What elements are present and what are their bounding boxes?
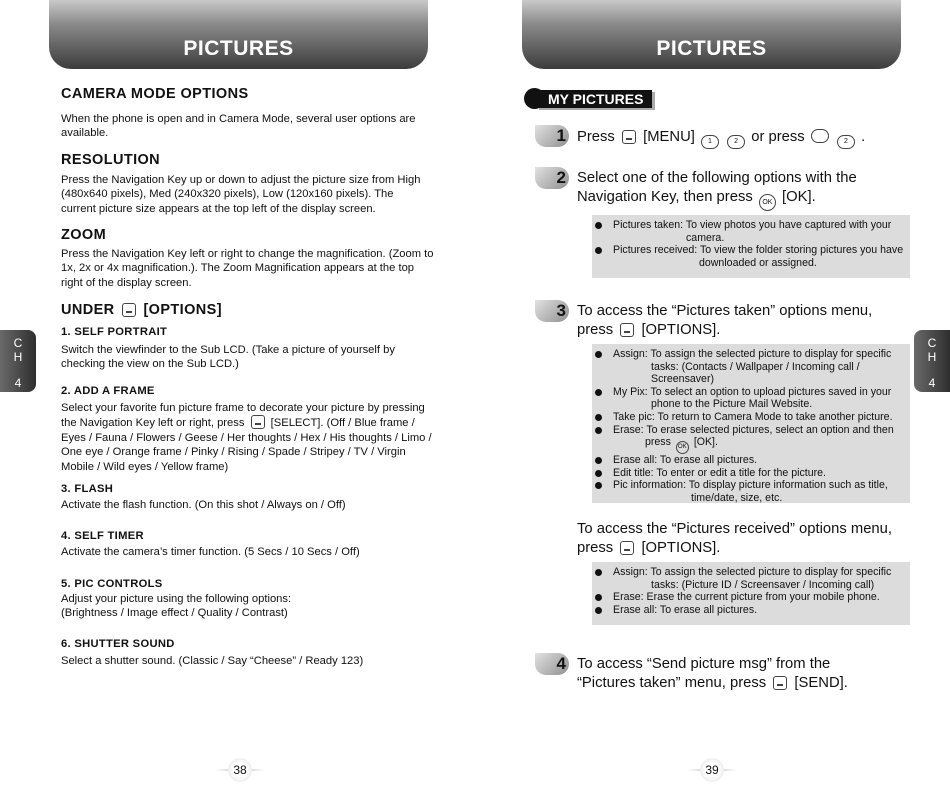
options-box: [578, 344, 910, 503]
zoom-text: Press the Navigation Key left or right to change the magnification. (Zoom to 1x, 2x or 4x magnification.). The Zoom Magnification appears at the top right of the display screen.: [61, 248, 434, 289]
left-header: PICTURES: [49, 0, 428, 69]
resolution-text: Press the Navigation Key up or down to adjust the picture size from High (480x640 pixels), Med (240x320 pixels), Low (120x160 pixels). The current picture size appears at the top left of the display screen.: [61, 174, 421, 215]
item-title: 4. SELF TIMER: [61, 530, 144, 542]
step-2-text: Select one of the following options with the Navigation Key, then press OK [OK].: [577, 169, 857, 211]
list-item: My Pix: To select an option to upload pictures saved in your phone to the Picture Mail Website.: [592, 386, 906, 411]
camera-mode-text: When the phone is open and in Camera Mode, several user options are available.: [61, 113, 416, 140]
item-title: 3. FLASH: [61, 483, 114, 495]
item-text: Switch the viewfinder to the Sub LCD. (Take a picture of yourself by checking the view on the Sub LCD.): [61, 344, 395, 371]
item-text: Activate the camera’s timer function. (5 Secs / 10 Secs / Off): [61, 546, 360, 558]
options-box: [578, 215, 910, 278]
list-item: Erase: To erase selected pictures, select an option and then press OK [OK].: [592, 424, 906, 455]
item-text: Select a shutter sound. (Classic / Say “Cheese” / Ready 123): [61, 655, 364, 667]
camera-mode-title: CAMERA MODE OPTIONS: [61, 86, 249, 102]
key-2-icon: 2: [837, 135, 855, 149]
step-number: 3: [535, 300, 569, 322]
page-number-left: 38: [222, 758, 258, 782]
options-box: [578, 562, 910, 625]
item-text: Select your favorite fun picture frame to decorate your picture by pressing the Navigation Key left or right, press [SELECT]. (Off / Blue frame / Eyes / Fauna / Flowers / Geese / Her thoughts / Hex / His thoughts / Limo / One eye / Orange frame / Pinky / Rising / Spade / Stripey / TV / Virgin Mobile / Wild eyes / Yellow frame): [61, 402, 432, 473]
right-header: PICTURES: [522, 0, 901, 69]
step-1-text: Press [MENU] 1 2 or press 2 .: [577, 128, 865, 149]
zoom-title: ZOOM: [61, 227, 107, 243]
my-pictures-section: [524, 88, 654, 109]
key-2-icon: 2: [727, 135, 745, 149]
soft-key-icon: [620, 541, 634, 555]
step-number: 4: [535, 653, 569, 675]
list-item: Edit title: To enter or edit a title for the picture.: [592, 467, 906, 480]
under-options-title: UNDER [OPTIONS]: [61, 302, 222, 318]
chapter-tab-right: C H 4: [914, 330, 950, 392]
page-number-right: 39: [694, 758, 730, 782]
step-number: 1: [535, 125, 569, 147]
item-text: Activate the flash function. (On this shot / Always on / Off): [61, 499, 346, 511]
list-item: Erase all: To erase all pictures.: [592, 604, 906, 617]
section-title: MY PICTURES: [536, 90, 652, 108]
item-title: 1. SELF PORTRAIT: [61, 326, 168, 338]
menu-key-icon: [811, 129, 829, 143]
key-1-icon: 1: [701, 135, 719, 149]
list-item: Pictures received: To view the folder storing pictures you have downloaded or assigned.: [592, 244, 906, 269]
soft-key-icon: [620, 323, 634, 337]
step-number: 2: [535, 167, 569, 189]
list-item: Assign: To assign the selected picture to display for specific tasks: (Contacts / Wallpaper / Incoming call / Screensaver): [592, 348, 906, 386]
chapter-tab-left: C H 4: [0, 330, 36, 392]
soft-key-icon: [622, 130, 636, 144]
list-item: Pic information: To display picture information such as title, time/date, size, etc.: [592, 479, 906, 504]
soft-key-icon: [122, 303, 136, 317]
list-item: Pictures taken: To view photos you have captured with your camera.: [592, 219, 906, 244]
list-item: Assign: To assign the selected picture to display for specific tasks: (Picture ID / Screensaver / Incoming call): [592, 566, 906, 591]
item-title: 6. SHUTTER SOUND: [61, 638, 175, 650]
list-item: Take pic: To return to Camera Mode to take another picture.: [592, 411, 906, 424]
item-text: Adjust your picture using the following options: (Brightness / Image effect / Quality / Contrast): [61, 593, 292, 620]
item-title: 5. PIC CONTROLS: [61, 578, 163, 590]
ok-key-icon: OK: [759, 194, 776, 211]
soft-key-icon: [251, 415, 265, 429]
soft-key-icon: [773, 676, 787, 690]
list-item: Erase: Erase the current picture from your mobile phone.: [592, 591, 906, 604]
step-3-text: To access the “Pictures taken” options menu, press [OPTIONS].: [577, 303, 873, 338]
ok-key-icon: OK: [676, 441, 689, 454]
resolution-title: RESOLUTION: [61, 152, 161, 168]
pictures-received-text: To access the “Pictures received” options menu, press [OPTIONS].: [577, 521, 892, 556]
item-title: 2. ADD A FRAME: [61, 385, 155, 397]
step-4-text: To access “Send picture msg” from the “Pictures taken” menu, press [SEND].: [577, 656, 848, 691]
list-item: Erase all: To erase all pictures.: [592, 454, 906, 467]
